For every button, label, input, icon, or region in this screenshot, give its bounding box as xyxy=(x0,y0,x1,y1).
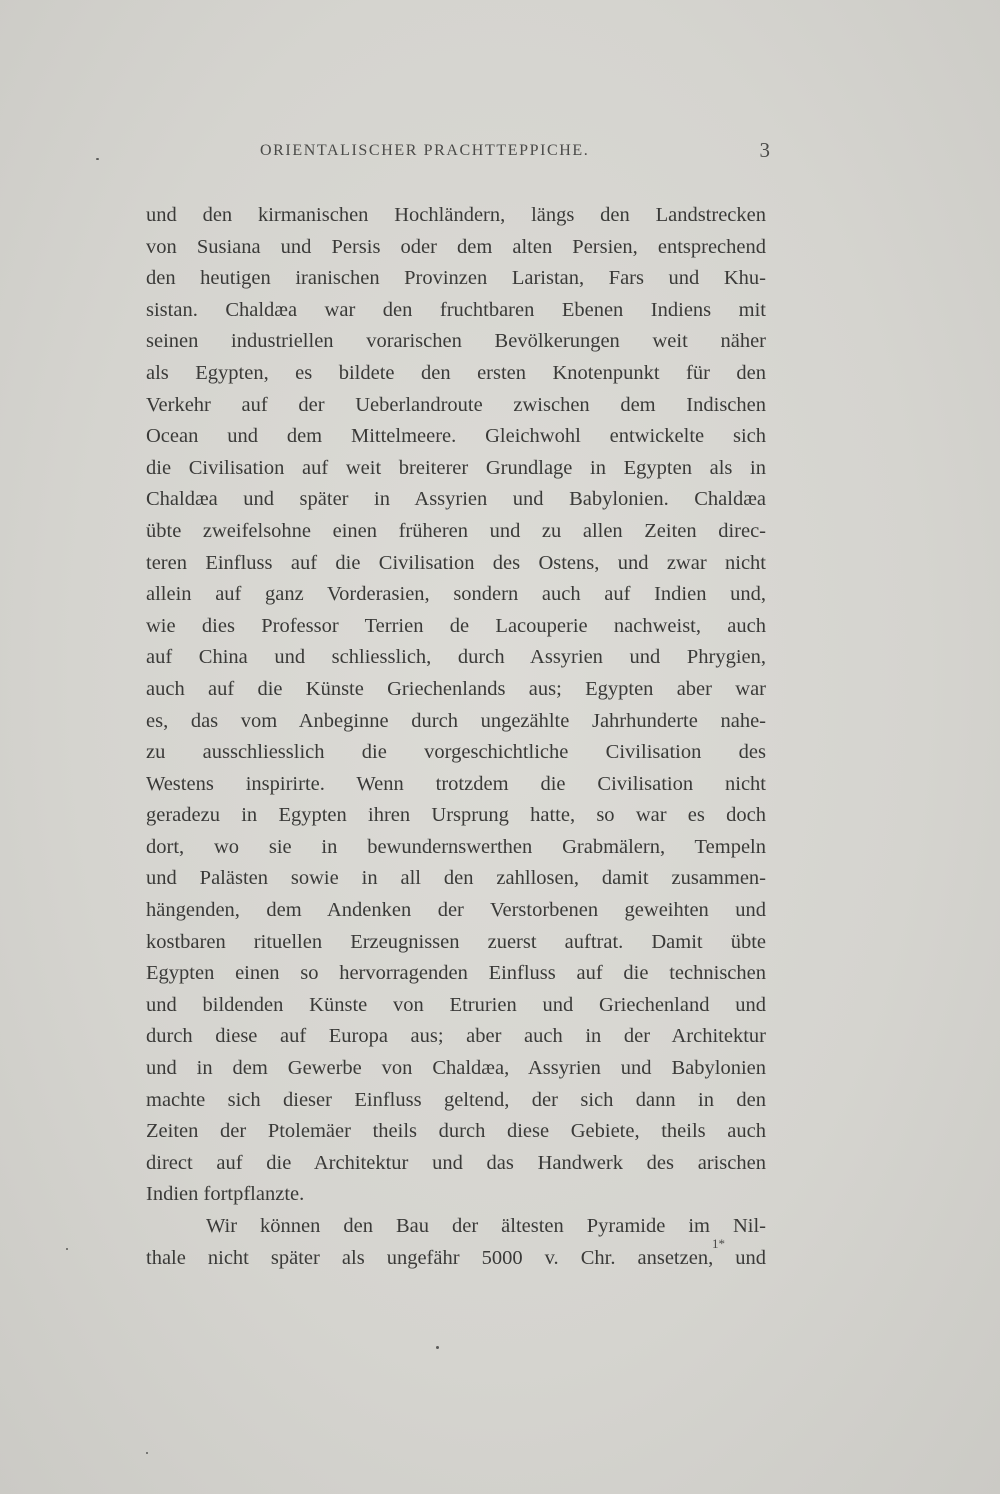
text-line: seinen industriellen vorarischen Bevölkerungen weit näher xyxy=(146,330,766,353)
text-line: Chaldæa und später in Assyrien und Babylonien. Chaldæa xyxy=(146,488,766,511)
text-line: es, das vom Anbeginne durch ungezählte Jahrhunderte nahe- xyxy=(146,709,766,732)
text-line: direct auf die Architektur und das Handwerk des arischen xyxy=(146,1151,766,1174)
text-line: den heutigen iranischen Provinzen Laristan, Fars und Khu- xyxy=(146,267,766,290)
text-line: Egypten einen so hervorragenden Einfluss auf die technischen xyxy=(146,962,766,985)
text-line: und bildenden Künste von Etrurien und Griechenland und xyxy=(146,993,766,1016)
text-line: von Susiana und Persis oder dem alten Persien, entsprechend xyxy=(146,235,766,258)
text-line: machte sich dieser Einfluss geltend, der sich dann in den xyxy=(146,1088,766,1111)
text-line: kostbaren rituellen Erzeugnissen zuerst auftrat. Damit übte xyxy=(146,930,766,953)
paper-speck xyxy=(66,1248,68,1250)
page-number: 3 xyxy=(759,138,770,162)
signature-mark: 1* xyxy=(712,1236,725,1251)
text-line: und den kirmanischen Hochländern, längs den Landstrecken xyxy=(146,204,766,226)
body-text xyxy=(146,200,766,1274)
text-line: dort, wo sie in bewundernswerthen Grabmälern, Tempeln xyxy=(146,835,766,858)
paper-speck xyxy=(436,1346,439,1349)
text-line: Verkehr auf der Ueberlandroute zwischen dem Indischen xyxy=(146,393,766,416)
text-line: durch diese auf Europa aus; aber auch in der Architektur xyxy=(146,1025,766,1048)
text-line: allein auf ganz Vorderasien, sondern auch auf Indien und, xyxy=(146,583,766,606)
text-line: zu ausschliesslich die vorgeschichtliche Civilisation des xyxy=(146,741,766,764)
paper-speck xyxy=(146,1452,148,1454)
running-head: ORIENTALISCHER PRACHTTEPPICHE. xyxy=(260,142,590,159)
page-header xyxy=(160,138,770,172)
text-line: und in dem Gewerbe von Chaldæa, Assyrien und Babylonien xyxy=(146,1057,766,1080)
text-line: teren Einfluss auf die Civilisation des Ostens, und zwar nicht xyxy=(146,551,766,574)
text-line: Westens inspirirte. Wenn trotzdem die Civilisation nicht xyxy=(146,772,766,795)
text-line: auf China und schliesslich, durch Assyrien und Phrygien, xyxy=(146,646,766,669)
text-line: auch auf die Künste Griechenlands aus; Egypten aber war xyxy=(146,677,766,700)
text-line: hängenden, dem Andenken der Verstorbenen geweihten und xyxy=(146,899,766,922)
paper-speck xyxy=(96,158,99,160)
text-line: die Civilisation auf weit breiterer Grundlage in Egypten als in xyxy=(146,456,766,479)
text-line: Wir können den Bau der ältesten Pyramide im Nil- xyxy=(206,1215,766,1237)
text-line: wie dies Professor Terrien de Lacouperie nachweist, auch xyxy=(146,614,766,637)
text-line: geradezu in Egypten ihren Ursprung hatte, so war es doch xyxy=(146,804,766,827)
text-line: und Palästen sowie in all den zahllosen, damit zusammen- xyxy=(146,867,766,890)
text-line: übte zweifelsohne einen früheren und zu allen Zeiten direc- xyxy=(146,519,766,542)
text-line: Indien fortpflanzte. xyxy=(146,1183,305,1206)
text-line: Ocean und dem Mittelmeere. Gleichwohl entwickelte sich xyxy=(146,425,766,448)
text-line: als Egypten, es bildete den ersten Knotenpunkt für den xyxy=(146,361,766,384)
text-line: thale nicht später als ungefähr 5000 v. Chr. ansetzen, und xyxy=(146,1246,766,1269)
text-line: Zeiten der Ptolemäer theils durch diese Gebiete, theils auch xyxy=(146,1120,766,1143)
text-line: sistan. Chaldæa war den fruchtbaren Ebenen Indiens mit xyxy=(146,298,766,321)
